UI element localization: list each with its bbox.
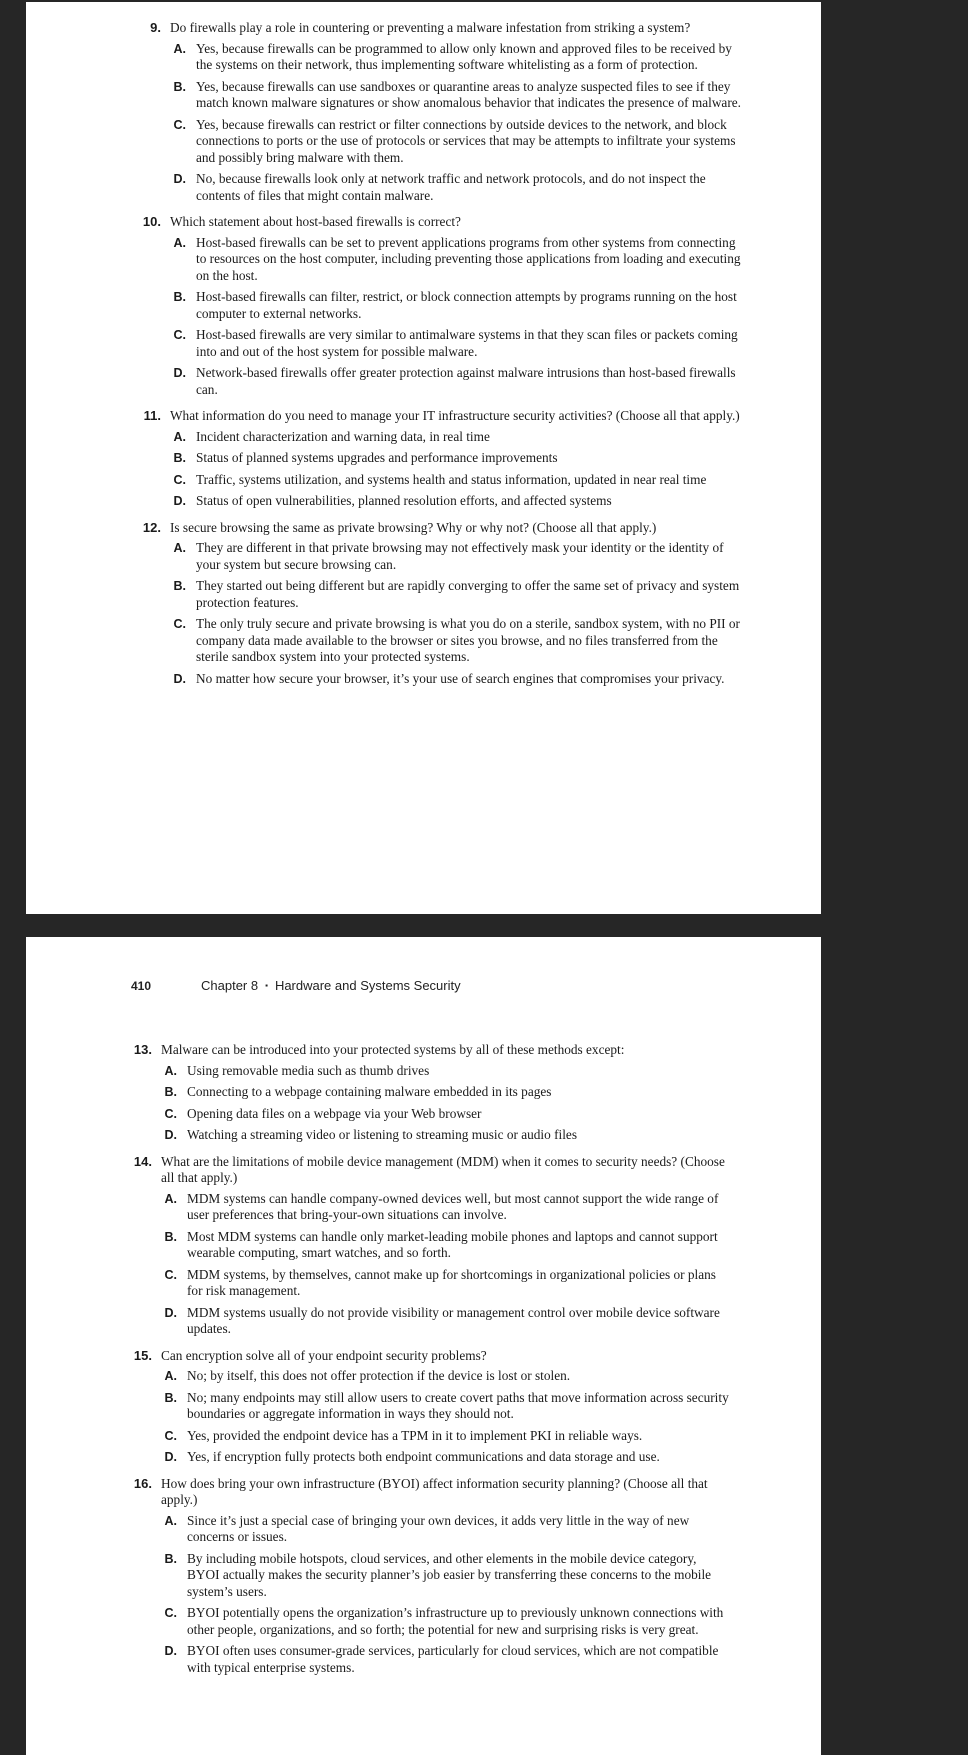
answer-option — [141, 472, 741, 489]
document-page — [26, 2, 821, 914]
option-letter: A. — [173, 235, 186, 250]
question-text: Do firewalls play a role in countering or preventing a malware infestation from striking a system? — [170, 20, 691, 35]
option-text: No; by itself, this does not offer protection if the device is lost or stolen. — [187, 1368, 571, 1383]
option-letter: A. — [164, 1063, 177, 1078]
option-text: They started out being different but are rapidly converging to offer the same set of privacy and system protection features. — [196, 578, 740, 610]
question-14 — [132, 1154, 732, 1338]
answer-option — [132, 1513, 732, 1546]
answer-option — [141, 540, 741, 573]
answer-option — [141, 327, 741, 360]
option-letter: B. — [164, 1551, 177, 1566]
running-header — [131, 978, 461, 993]
option-text: Yes, because firewalls can use sandboxes or quarantine areas to analyze suspected files to see if they match known malware signatures or show anomalous behavior that indicates the presence of malware. — [196, 78, 741, 110]
option-text: Connecting to a webpage containing malware embedded in its pages — [187, 1084, 552, 1099]
option-letter: C. — [164, 1606, 177, 1620]
answer-option — [132, 1428, 732, 1445]
question-number: 16. — [133, 1475, 152, 1491]
option-text: The only truly secure and private browsing is what you do on a sterile, sandbox system, with no PII or company data made available to the browser or sites you browse, and no files transferred from the sterile sandbox system into your protected systems. — [196, 616, 740, 664]
option-letter: D. — [164, 1128, 177, 1142]
answer-option — [141, 671, 741, 688]
answer-option — [141, 289, 741, 322]
option-text: Watching a streaming video or listening to streaming music or audio files — [187, 1127, 577, 1142]
option-letter: C. — [173, 472, 186, 487]
answer-option — [132, 1106, 732, 1123]
answer-option — [132, 1267, 732, 1300]
option-letter: D. — [164, 1644, 177, 1658]
option-letter: A. — [173, 541, 186, 555]
answer-option — [141, 235, 741, 285]
answer-option — [141, 493, 741, 510]
option-letter: C. — [173, 617, 186, 631]
option-letter: D. — [173, 671, 186, 686]
option-letter: C. — [164, 1267, 177, 1282]
answer-option — [141, 450, 741, 467]
answer-option — [132, 1084, 732, 1101]
question-text: Which statement about host-based firewalls is correct? — [170, 214, 461, 229]
question-10 — [141, 214, 741, 398]
answer-option — [141, 171, 741, 204]
question-list — [132, 1042, 732, 1686]
option-letter: A. — [173, 429, 186, 444]
option-letter: C. — [164, 1428, 177, 1443]
answer-option — [141, 578, 741, 611]
answer-option — [141, 365, 741, 398]
question-number: 9. — [150, 20, 161, 35]
option-text: Yes, because firewalls can restrict or filter connections by outside devices to the network, and block connections to ports or the use of protocols or services that may be attempts to infiltrate your systems and possibly bring malware with them. — [196, 116, 736, 165]
question-15 — [132, 1348, 732, 1466]
option-text: No, because firewalls look only at network traffic and network protocols, and do not inspect the contents of files that might contain malware. — [196, 171, 706, 203]
question-number: 15. — [133, 1347, 152, 1363]
option-letter: D. — [164, 1450, 177, 1464]
question-text: What are the limitations of mobile device management (MDM) when it comes to security needs? (Choose all that apply.) — [161, 1153, 725, 1185]
answer-option — [132, 1127, 732, 1144]
question-number: 10. — [142, 214, 161, 229]
chapter-title: Hardware and Systems Security — [274, 978, 461, 993]
option-text: MDM systems usually do not provide visibility or management control over mobile device software updates. — [187, 1304, 720, 1336]
answer-option — [132, 1551, 732, 1601]
option-letter: B. — [173, 451, 186, 465]
option-letter: D. — [173, 172, 186, 186]
answer-option — [132, 1390, 732, 1423]
option-text: By including mobile hotspots, cloud services, and other elements in the mobile device category, BYOI actually makes the security planner’s job easier by transferring these concerns to the mobile system’s users. — [187, 1550, 712, 1599]
question-number: 12. — [142, 519, 161, 535]
option-text: Yes, because firewalls can be programmed to allow only known and approved files to be received by the systems on their network, thus implementing software whitelisting as a form of protection. — [196, 40, 732, 72]
option-letter: B. — [164, 1229, 177, 1244]
option-text: Host-based firewalls can be set to prevent applications programs from other systems from connecting to resources on the host computer, including preventing those applications from loading and executing on the host. — [196, 234, 741, 283]
answer-option — [132, 1605, 732, 1638]
question-text: What information do you need to manage your IT infrastructure security activities? (Choose all that apply.) — [170, 408, 740, 423]
page-number: 410 — [131, 978, 152, 993]
option-text: Using removable media such as thumb drives — [187, 1062, 430, 1078]
option-text: Host-based firewalls are very similar to antimalware systems in that they scan files or packets coming into and out of the host system for possible malware. — [196, 327, 738, 359]
answer-option — [141, 41, 741, 74]
question-list — [141, 20, 741, 697]
header-separator: ▪ — [265, 981, 268, 990]
answer-option — [132, 1449, 732, 1466]
option-text: Yes, provided the endpoint device has a TPM in it to implement PKI in reliable ways. — [187, 1427, 643, 1443]
option-letter: A. — [164, 1369, 177, 1383]
option-letter: D. — [173, 494, 186, 508]
question-text: Is secure browsing the same as private browsing? Why or why not? (Choose all that apply.) — [170, 519, 657, 535]
option-text: No matter how secure your browser, it’s your use of search engines that compromises your privacy. — [196, 670, 725, 686]
option-letter: C. — [164, 1106, 177, 1121]
question-text: Can encryption solve all of your endpoint security problems? — [161, 1347, 487, 1363]
option-text: Status of open vulnerabilities, planned resolution efforts, and affected systems — [196, 493, 612, 508]
answer-option — [132, 1368, 732, 1385]
answer-option — [141, 117, 741, 167]
option-letter: B. — [173, 579, 186, 593]
question-text: Malware can be introduced into your protected systems by all of these methods except: — [161, 1042, 625, 1057]
question-16 — [132, 1476, 732, 1677]
answer-option — [141, 616, 741, 666]
question-9 — [141, 20, 741, 204]
option-text: Since it’s just a special case of bringing your own devices, it adds very little in the way of new concerns or issues. — [187, 1512, 690, 1544]
option-letter: D. — [164, 1305, 177, 1320]
option-text: Host-based firewalls can filter, restrict, or block connection attempts by programs running on the host computer to external networks. — [196, 289, 737, 321]
option-letter: A. — [164, 1191, 177, 1206]
option-text: BYOI often uses consumer-grade services, particularly for cloud services, which are not compatible with typical enterprise systems. — [187, 1643, 719, 1675]
option-text: Incident characterization and warning data, in real time — [196, 428, 490, 444]
question-12 — [141, 520, 741, 688]
answer-option — [132, 1191, 732, 1224]
question-number: 13. — [133, 1042, 152, 1057]
question-number: 14. — [133, 1153, 152, 1169]
option-text: MDM systems, by themselves, cannot make up for shortcomings in organizational policies or plans for risk management. — [187, 1266, 716, 1298]
option-text: They are different in that private browsing may not effectively mask your identity or the identity of your system but secure browsing can. — [196, 540, 724, 572]
chapter-label: Chapter 8 — [201, 978, 259, 993]
option-letter: B. — [164, 1085, 177, 1099]
answer-option — [141, 429, 741, 446]
answer-option — [132, 1229, 732, 1262]
option-text: Most MDM systems can handle only market-leading mobile phones and laptops and cannot support wearable computing, smart watches, and so forth. — [187, 1228, 718, 1260]
option-letter: A. — [173, 41, 186, 56]
option-letter: B. — [173, 290, 186, 304]
answer-option — [132, 1643, 732, 1676]
option-text: MDM systems can handle company-owned devices well, but most cannot support the wide range of user preferences that bring-your-own situations can involve. — [187, 1190, 719, 1222]
document-page — [26, 937, 821, 1755]
option-letter: C. — [173, 328, 186, 342]
option-letter: C. — [173, 117, 186, 132]
answer-option — [141, 79, 741, 112]
option-letter: A. — [164, 1513, 177, 1528]
option-text: Network-based firewalls offer greater protection against malware intrusions than host-based firewalls can. — [196, 365, 736, 397]
option-letter: B. — [164, 1390, 177, 1405]
option-text: BYOI potentially opens the organization’s infrastructure up to previously unknown connections with other people, organizations, and so forth; the potential for new and surprising risks is very great. — [187, 1605, 724, 1637]
question-11 — [141, 408, 741, 510]
option-text: Status of planned systems upgrades and performance improvements — [196, 450, 558, 465]
answer-option — [132, 1063, 732, 1080]
question-number: 11. — [143, 408, 161, 423]
answer-option — [132, 1305, 732, 1338]
option-text: Yes, if encryption fully protects both endpoint communications and data storage and use. — [187, 1449, 660, 1464]
question-text: How does bring your own infrastructure (BYOI) affect information security planning? (Choose all that apply.) — [161, 1475, 708, 1507]
option-text: Opening data files on a webpage via your Web browser — [187, 1105, 482, 1121]
option-text: No; many endpoints may still allow users to create covert paths that move information across security boundaries or aggregate information in ways they should not. — [187, 1389, 729, 1421]
option-text: Traffic, systems utilization, and systems health and status information, updated in near real time — [196, 471, 707, 487]
option-letter: D. — [173, 366, 186, 380]
option-letter: B. — [173, 79, 186, 94]
question-13 — [132, 1042, 732, 1144]
